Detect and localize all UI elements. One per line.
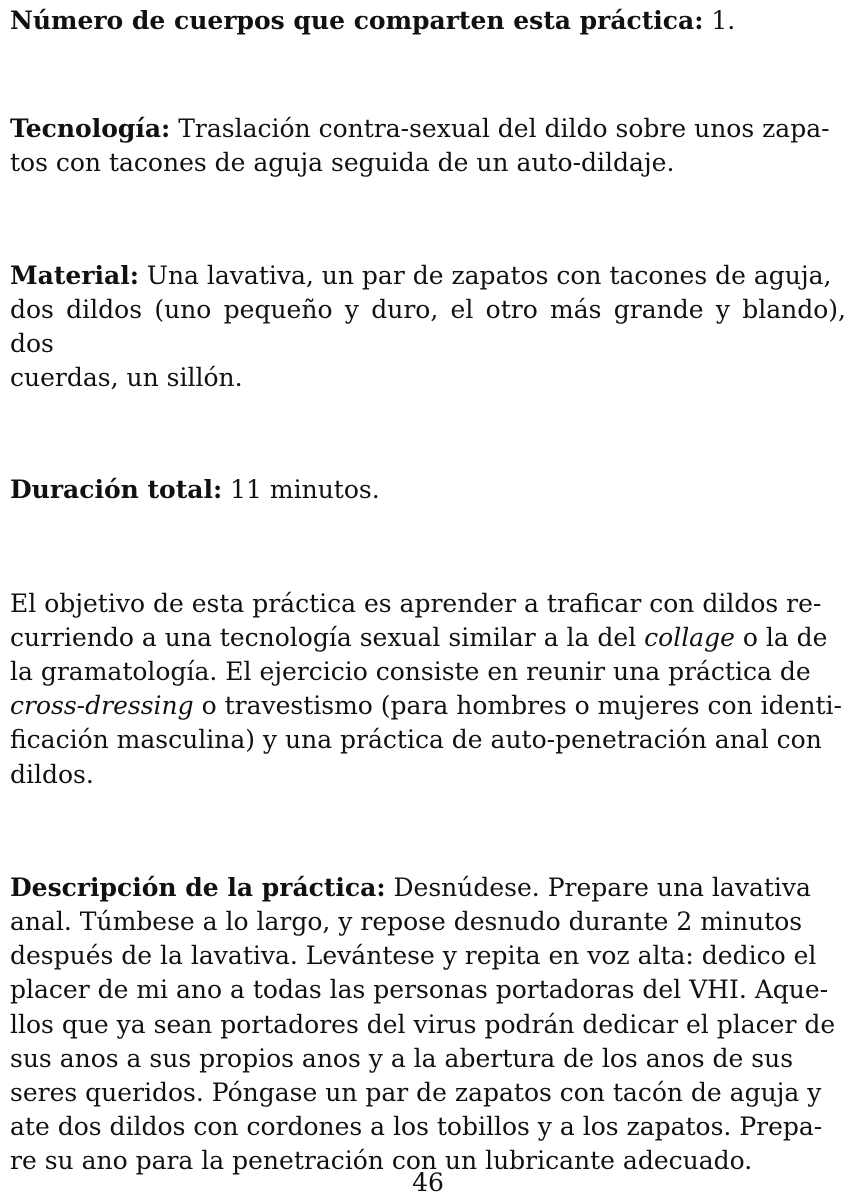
page-number: 46 [412, 1168, 444, 1197]
material-line-3: cuerdas, un sillón. [10, 363, 243, 393]
description-line-4: placer de mi ano a todas las personas portadoras del VHI. Aque- [10, 975, 829, 1005]
objective-line-2a: curriendo a una tecnología sexual similar a la del [10, 622, 645, 652]
objective-line-6: dildos. [10, 759, 94, 789]
objective-cross-dressing-term: cross-dressing [10, 691, 194, 721]
description-line-3: después de la lavativa. Levántese y repita en voz alta: dedico el [10, 941, 817, 971]
material-label: Material: [10, 260, 139, 290]
technology-paragraph [10, 112, 846, 180]
objective-line-4b: o travestismo (para hombres o mujeres con identi- [193, 691, 843, 721]
description-label: Descripción de la práctica: [10, 872, 386, 902]
objective-line-5: ficación masculina) y una práctica de auto-penetración anal con [10, 725, 822, 755]
objective-line-2b: o la de [734, 622, 828, 652]
bodies-value: 1. [703, 6, 736, 35]
description-line-7: seres queridos. Póngase un par de zapatos con tacón de aguja y [10, 1078, 822, 1108]
book-page [10, 4, 846, 1179]
description-line-2: anal. Túmbese a lo largo, y repose desnudo durante 2 minutos [10, 907, 803, 937]
objective-collage-term: collage [644, 622, 735, 652]
description-line-6: sus anos a sus propios anos y a la abertura de los anos de sus [10, 1043, 794, 1073]
objective-paragraph [10, 587, 846, 792]
description-line-9: re su ano para la penetración con un lubricante adecuado. [10, 1146, 753, 1176]
duration-value: 11 minutos. [222, 475, 380, 505]
description-paragraph [10, 871, 846, 1179]
objective-line-1: El objetivo de esta práctica es aprender a traficar con dildos re- [10, 588, 822, 618]
technology-line-1: Traslación contra-sexual del dildo sobre unos zapa- [170, 114, 830, 144]
duration-label: Duración total: [10, 475, 223, 505]
bodies-paragraph [10, 4, 846, 38]
duration-paragraph [10, 473, 846, 507]
description-line-8: ate dos dildos con cordones a los tobillos y a los zapatos. Prepa- [10, 1112, 823, 1142]
technology-line-2: tos con tacones de aguja seguida de un auto-dildaje. [10, 148, 675, 178]
bodies-label: Número de cuerpos que comparten esta práctica: [10, 6, 704, 35]
objective-line-3: la gramatología. El ejercicio consiste en reunir una práctica de [10, 657, 811, 687]
material-line-1: Una lavativa, un par de zapatos con tacones de aguja, [138, 260, 832, 290]
description-line-5: llos que ya sean portadores del virus podrán dedicar el placer de [10, 1009, 836, 1039]
material-paragraph [10, 259, 846, 396]
material-line-2: dos dildos (uno pequeño y duro, el otro más grande y blando), dos [10, 294, 846, 359]
technology-label: Tecnología: [10, 114, 171, 144]
description-line-1: Desnúdese. Prepare una lavativa [385, 872, 811, 902]
